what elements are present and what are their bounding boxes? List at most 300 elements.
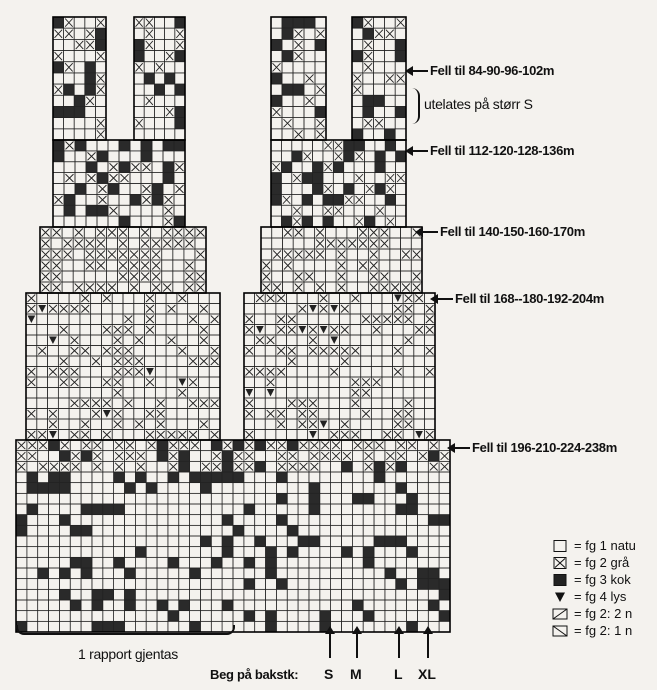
grid-cell bbox=[200, 600, 211, 611]
grid-cell bbox=[439, 621, 450, 632]
cross-mark bbox=[246, 431, 254, 439]
cross-mark bbox=[324, 163, 331, 171]
grid-cell bbox=[361, 325, 372, 336]
grid-cell bbox=[86, 194, 97, 205]
grid-cell bbox=[265, 398, 276, 409]
cross-mark bbox=[321, 452, 329, 460]
grid-cell bbox=[70, 547, 81, 558]
grid-cell bbox=[393, 335, 404, 346]
grid-cell bbox=[200, 525, 211, 536]
grid-cell bbox=[396, 589, 407, 600]
grid-cell bbox=[364, 140, 374, 151]
grid-cell bbox=[302, 162, 312, 173]
cross-mark bbox=[352, 295, 360, 303]
grid-cell bbox=[70, 515, 81, 526]
cross-mark bbox=[81, 431, 89, 439]
grid-cell bbox=[363, 493, 374, 504]
grid-cell bbox=[174, 151, 185, 162]
grid-cell bbox=[81, 568, 92, 579]
grid-cell bbox=[211, 536, 222, 547]
grid-cell bbox=[414, 356, 425, 367]
grid-cell bbox=[103, 472, 114, 483]
grid-cell bbox=[385, 194, 395, 205]
grid-cell bbox=[119, 162, 130, 173]
grid-cell bbox=[298, 451, 309, 462]
grid-cell bbox=[198, 346, 209, 357]
cross-mark bbox=[330, 347, 338, 355]
grid-cell bbox=[155, 377, 166, 388]
grid-cell bbox=[125, 461, 136, 472]
grid-cell bbox=[244, 589, 255, 600]
cross-mark bbox=[375, 119, 383, 127]
grid-cell bbox=[286, 304, 297, 315]
grid-cell bbox=[363, 621, 374, 632]
grid-cell bbox=[135, 547, 146, 558]
cross-mark bbox=[330, 326, 338, 334]
cross-mark bbox=[86, 240, 94, 248]
cross-mark bbox=[92, 358, 100, 366]
cross-mark bbox=[55, 52, 63, 60]
grid-cell bbox=[51, 238, 62, 249]
grid-cell bbox=[374, 62, 385, 73]
cross-mark bbox=[419, 452, 427, 460]
grid-cell bbox=[81, 483, 92, 494]
cross-mark bbox=[397, 442, 405, 450]
grid-cell bbox=[309, 515, 320, 526]
grid-cell bbox=[287, 589, 298, 600]
grid-cell bbox=[255, 461, 266, 472]
cross-mark bbox=[146, 410, 154, 418]
grid-cell bbox=[352, 611, 363, 622]
decrease-arrow-2 bbox=[412, 150, 428, 152]
cross-mark bbox=[75, 284, 83, 292]
grid-cell bbox=[287, 579, 298, 590]
grid-cell bbox=[385, 568, 396, 579]
cross-mark bbox=[338, 251, 346, 259]
grid-cell bbox=[395, 129, 406, 140]
cross-mark bbox=[267, 337, 275, 345]
cross-mark bbox=[28, 305, 36, 313]
grid-cell bbox=[331, 461, 342, 472]
grid-cell bbox=[396, 600, 407, 611]
grid-cell bbox=[255, 504, 266, 515]
grid-cell bbox=[265, 304, 276, 315]
grid-cell bbox=[308, 367, 319, 378]
cross-mark bbox=[324, 207, 331, 215]
cross-mark bbox=[165, 207, 173, 215]
grid-cell bbox=[374, 579, 385, 590]
cross-mark bbox=[93, 452, 101, 460]
grid-cell bbox=[342, 493, 353, 504]
grid-cell bbox=[58, 335, 69, 346]
grid-cell bbox=[81, 515, 92, 526]
cross-mark bbox=[176, 41, 183, 49]
grid-cell bbox=[407, 611, 418, 622]
grid-cell bbox=[374, 515, 385, 526]
grid-cell bbox=[333, 162, 343, 173]
cross-mark bbox=[146, 30, 153, 38]
cross-mark bbox=[39, 442, 47, 450]
grid-cell bbox=[271, 173, 281, 184]
cross-mark bbox=[152, 251, 160, 259]
grid-cell bbox=[265, 430, 276, 441]
grid-cell bbox=[352, 129, 363, 140]
grid-cell bbox=[363, 73, 374, 84]
grid-cell bbox=[165, 17, 175, 28]
grid-cell bbox=[439, 579, 450, 590]
cross-mark bbox=[137, 452, 145, 460]
grid-cell bbox=[69, 388, 80, 399]
grid-cell bbox=[157, 461, 168, 472]
grid-cell bbox=[85, 84, 96, 95]
cross-mark bbox=[99, 196, 107, 204]
grid-cell bbox=[281, 184, 291, 195]
grid-cell bbox=[439, 611, 450, 622]
cross-mark bbox=[146, 326, 154, 334]
grid-cell bbox=[347, 260, 358, 271]
grid-cell bbox=[297, 388, 308, 399]
grid-cell bbox=[103, 568, 114, 579]
grid-cell bbox=[209, 419, 220, 430]
grid-cell bbox=[64, 118, 75, 129]
grid-cell bbox=[53, 73, 64, 84]
grid-cell bbox=[101, 419, 112, 430]
cross-mark bbox=[316, 251, 324, 259]
grid-cell bbox=[80, 335, 91, 346]
grid-cell bbox=[114, 557, 125, 568]
grid-cell bbox=[177, 335, 188, 346]
cross-mark bbox=[277, 347, 285, 355]
cross-mark bbox=[289, 452, 297, 460]
grid-cell bbox=[144, 51, 154, 62]
grid-cell bbox=[304, 51, 315, 62]
grid-cell bbox=[298, 547, 309, 558]
grid-cell bbox=[276, 515, 287, 526]
grid-cell bbox=[439, 493, 450, 504]
grid-cell bbox=[282, 95, 293, 106]
grid-cell bbox=[320, 461, 331, 472]
cross-mark bbox=[103, 295, 111, 303]
grid-cell bbox=[200, 451, 211, 462]
cross-mark bbox=[152, 284, 160, 292]
cross-mark bbox=[348, 240, 356, 248]
brace bbox=[410, 88, 420, 124]
legend-label-4: = fg 4 lys bbox=[574, 589, 627, 604]
grid-cell bbox=[331, 515, 342, 526]
grid-cell bbox=[134, 377, 145, 388]
decrease-arrow-4 bbox=[437, 298, 453, 300]
grid-cell bbox=[318, 430, 329, 441]
cross-mark bbox=[386, 452, 394, 460]
grid-cell bbox=[313, 216, 323, 227]
grid-cell bbox=[352, 451, 363, 462]
grid-cell bbox=[163, 173, 174, 184]
grid-cell bbox=[162, 271, 173, 282]
grid-cell bbox=[200, 547, 211, 558]
grid-cell bbox=[200, 472, 211, 483]
grid-cell bbox=[266, 611, 277, 622]
cross-mark bbox=[165, 196, 173, 204]
cross-mark bbox=[391, 284, 399, 292]
grid-cell bbox=[363, 600, 374, 611]
grid-cell bbox=[374, 129, 385, 140]
legend-item-6 bbox=[552, 623, 632, 638]
grid-cell bbox=[48, 293, 59, 304]
grid-cell bbox=[298, 483, 309, 494]
grid-cell bbox=[175, 51, 185, 62]
grid-cell bbox=[80, 325, 91, 336]
grid-cell bbox=[342, 568, 353, 579]
grid-cell bbox=[302, 194, 312, 205]
grid-cell bbox=[297, 335, 308, 346]
grid-cell bbox=[385, 515, 396, 526]
grid-cell bbox=[119, 205, 130, 216]
grid-cell bbox=[222, 600, 233, 611]
grid-cell bbox=[179, 504, 190, 515]
grid-cell bbox=[134, 293, 145, 304]
grid-cell bbox=[371, 367, 382, 378]
cross-mark bbox=[394, 368, 402, 376]
grid-cell bbox=[173, 249, 184, 260]
grid-cell bbox=[38, 493, 49, 504]
grid-cell bbox=[141, 140, 152, 151]
cross-mark bbox=[143, 163, 151, 171]
cross-mark bbox=[126, 442, 134, 450]
grid-cell bbox=[155, 367, 166, 378]
triangle-mark bbox=[28, 316, 36, 324]
grid-cell bbox=[130, 205, 141, 216]
grid-cell bbox=[352, 504, 363, 515]
cross-mark bbox=[28, 410, 36, 418]
grid-cell bbox=[222, 557, 233, 568]
cross-mark bbox=[288, 347, 296, 355]
cross-mark bbox=[125, 368, 133, 376]
grid-cell bbox=[135, 472, 146, 483]
grid-cell bbox=[86, 162, 97, 173]
grid-cell bbox=[363, 568, 374, 579]
grid-cell bbox=[352, 39, 363, 50]
grid-cell bbox=[297, 293, 308, 304]
grid-cell bbox=[363, 611, 374, 622]
grid-cell bbox=[329, 419, 340, 430]
grid-cell bbox=[384, 118, 395, 129]
grid-cell bbox=[276, 589, 287, 600]
grid-cell bbox=[308, 356, 319, 367]
grid-cell bbox=[135, 440, 146, 451]
cross-mark bbox=[110, 174, 118, 182]
cross-mark bbox=[386, 463, 394, 471]
cross-mark bbox=[42, 240, 50, 248]
grid-cell bbox=[92, 611, 103, 622]
grid-cell bbox=[157, 472, 168, 483]
grid-cell bbox=[298, 600, 309, 611]
cross-mark bbox=[359, 262, 367, 270]
grid-cell bbox=[49, 483, 60, 494]
cross-mark bbox=[364, 52, 372, 60]
triangle-mark bbox=[299, 326, 307, 334]
grid-cell bbox=[135, 579, 146, 590]
cross-mark bbox=[42, 284, 50, 292]
cross-mark bbox=[338, 273, 346, 281]
grid-cell bbox=[266, 493, 277, 504]
grid-cell bbox=[165, 84, 175, 95]
cross-mark bbox=[295, 251, 303, 259]
cross-mark bbox=[263, 273, 271, 281]
grid-cell bbox=[209, 388, 220, 399]
grid-cell bbox=[255, 314, 266, 325]
grid-cell bbox=[165, 73, 175, 84]
grid-cell bbox=[276, 356, 287, 367]
grid-cell bbox=[255, 483, 266, 494]
grid-cell bbox=[282, 73, 293, 84]
legend-item-2 bbox=[552, 555, 629, 570]
grid-cell bbox=[233, 515, 244, 526]
grid-cell bbox=[382, 377, 393, 388]
cross-mark bbox=[143, 196, 151, 204]
grid-cell bbox=[340, 314, 351, 325]
cross-mark bbox=[376, 207, 383, 215]
cross-mark bbox=[165, 218, 173, 226]
grid-cell bbox=[417, 536, 428, 547]
grid-cell bbox=[233, 579, 244, 590]
grid-cell bbox=[308, 388, 319, 399]
cross-mark bbox=[373, 326, 381, 334]
grid-cell bbox=[146, 536, 157, 547]
grid-cell bbox=[144, 73, 154, 84]
grid-cell bbox=[439, 547, 450, 558]
triangle-mark bbox=[394, 295, 402, 303]
grid-cell bbox=[374, 547, 385, 558]
grid-cell bbox=[309, 504, 320, 515]
grid-cell bbox=[154, 51, 164, 62]
grid-cell bbox=[81, 589, 92, 600]
grid-cell bbox=[374, 600, 385, 611]
grid-cell bbox=[385, 600, 396, 611]
grid-cell bbox=[59, 493, 70, 504]
grid-cell bbox=[271, 205, 281, 216]
grid-cell bbox=[27, 600, 38, 611]
grid-cell bbox=[233, 589, 244, 600]
grid-cell bbox=[123, 430, 134, 441]
grid-cell bbox=[282, 106, 293, 117]
grid-cell bbox=[439, 568, 450, 579]
cross-mark bbox=[256, 295, 264, 303]
grid-cell bbox=[48, 398, 59, 409]
grid-cell bbox=[308, 314, 319, 325]
grid-cell bbox=[266, 568, 277, 579]
cross-mark bbox=[71, 379, 79, 387]
cross-mark bbox=[273, 163, 280, 171]
grid-cell bbox=[244, 515, 255, 526]
triangle-mark bbox=[103, 410, 111, 418]
grid-cell bbox=[313, 151, 323, 162]
grid-cell bbox=[352, 493, 363, 504]
grid-cell bbox=[396, 611, 407, 622]
cross-mark bbox=[273, 63, 281, 71]
cross-mark bbox=[152, 240, 160, 248]
grid-cell bbox=[320, 472, 331, 483]
grid-cell bbox=[123, 388, 134, 399]
grid-cell bbox=[38, 589, 49, 600]
grid-cell bbox=[125, 589, 136, 600]
grid-cell bbox=[152, 216, 163, 227]
grid-cell bbox=[266, 515, 277, 526]
grid-cell bbox=[146, 589, 157, 600]
cross-mark bbox=[92, 410, 100, 418]
grid-cell bbox=[439, 483, 450, 494]
grid-cell bbox=[271, 194, 281, 205]
cross-mark bbox=[49, 305, 57, 313]
cross-mark bbox=[362, 379, 370, 387]
grid-cell bbox=[74, 17, 85, 28]
grid-cell bbox=[318, 409, 329, 420]
grid-cell bbox=[64, 162, 75, 173]
grid-cell bbox=[91, 388, 102, 399]
grid-cell bbox=[16, 579, 27, 590]
grid-cell bbox=[177, 398, 188, 409]
cross-mark bbox=[394, 316, 402, 324]
triangle-mark bbox=[320, 326, 328, 334]
grid-cell bbox=[393, 388, 404, 399]
cross-mark bbox=[108, 229, 116, 237]
grid-cell bbox=[53, 140, 64, 151]
cross-mark bbox=[405, 410, 413, 418]
grid-cell bbox=[123, 335, 134, 346]
cross-mark bbox=[169, 452, 177, 460]
grid-cell bbox=[382, 367, 393, 378]
grid-cell bbox=[64, 151, 75, 162]
grid-cell bbox=[375, 151, 385, 162]
grid-cell bbox=[135, 589, 146, 600]
grid-cell bbox=[53, 151, 64, 162]
cross-mark bbox=[66, 174, 74, 182]
grid-cell bbox=[286, 388, 297, 399]
cross-mark bbox=[81, 305, 89, 313]
grid-cell bbox=[211, 472, 222, 483]
grid-cell bbox=[211, 611, 222, 622]
grid-cell bbox=[287, 440, 298, 451]
cross-mark bbox=[114, 337, 122, 345]
grid-cell bbox=[374, 39, 385, 50]
grid-cell bbox=[282, 62, 293, 73]
grid-cell bbox=[146, 579, 157, 590]
grid-cell bbox=[163, 162, 174, 173]
grid-cell bbox=[396, 216, 406, 227]
grid-cell bbox=[135, 515, 146, 526]
cross-mark bbox=[267, 368, 275, 376]
grid-cell bbox=[325, 282, 336, 293]
cross-mark bbox=[108, 284, 116, 292]
cross-mark bbox=[293, 218, 300, 226]
grid-cell bbox=[293, 95, 304, 106]
grid-cell bbox=[174, 205, 185, 216]
grid-cell bbox=[342, 483, 353, 494]
grid-cell bbox=[417, 600, 428, 611]
grid-cell bbox=[179, 547, 190, 558]
cross-mark bbox=[352, 347, 360, 355]
grid-cell bbox=[114, 611, 125, 622]
cross-mark bbox=[65, 63, 73, 71]
cross-mark bbox=[115, 442, 123, 450]
grid-cell bbox=[146, 600, 157, 611]
grid-cell bbox=[38, 579, 49, 590]
grid-cell bbox=[384, 106, 395, 117]
grid-cell bbox=[135, 483, 146, 494]
chart-section-outline bbox=[352, 17, 406, 140]
cross-mark bbox=[200, 337, 208, 345]
grid-cell bbox=[177, 325, 188, 336]
cross-mark bbox=[141, 251, 149, 259]
